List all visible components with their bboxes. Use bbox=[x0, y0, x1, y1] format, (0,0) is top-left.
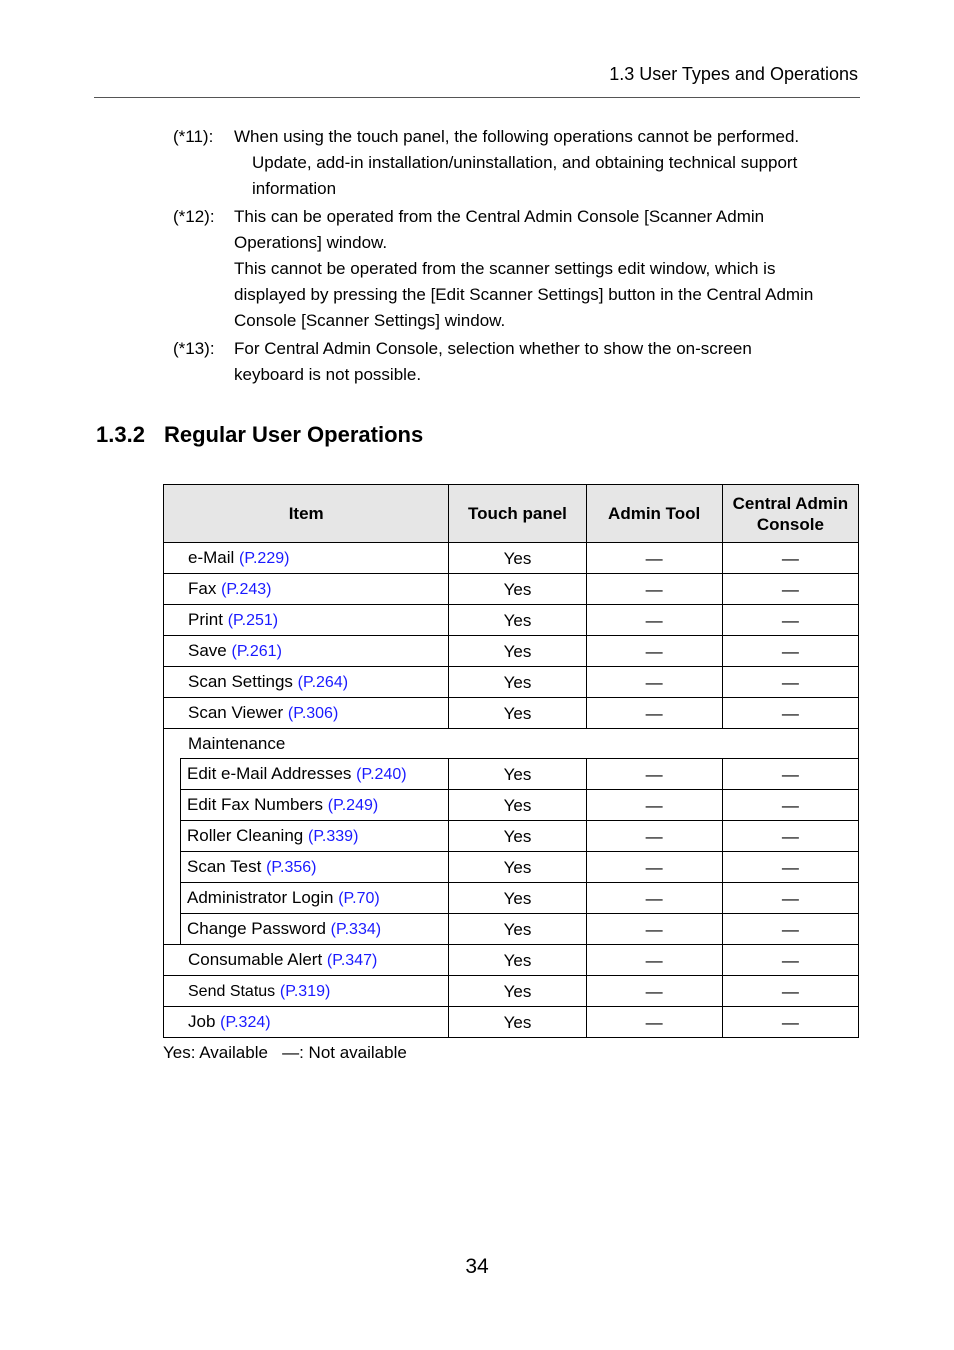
footnotes bbox=[173, 124, 853, 390]
touch-panel-cell: Yes bbox=[449, 945, 586, 976]
touch-panel-cell: Yes bbox=[449, 605, 586, 636]
touch-panel-cell: Yes bbox=[449, 883, 586, 914]
item-cell bbox=[164, 543, 449, 574]
table-row bbox=[164, 636, 859, 667]
admin-tool-cell: — bbox=[586, 574, 722, 605]
footnote-line: When using the touch panel, the following operations cannot be performed. bbox=[234, 127, 800, 146]
item-cell bbox=[181, 790, 449, 821]
item-cell bbox=[164, 574, 449, 605]
central-admin-cell: — bbox=[722, 976, 858, 1007]
footnote-line: This can be operated from the Central Admin Console [Scanner Admin bbox=[234, 207, 765, 226]
admin-tool-cell: — bbox=[586, 636, 722, 667]
touch-panel-cell: Yes bbox=[449, 636, 586, 667]
page-ref-link[interactable]: (P.324) bbox=[220, 1014, 271, 1032]
central-admin-cell: — bbox=[722, 790, 858, 821]
item-label: e-Mail bbox=[188, 548, 235, 567]
touch-panel-cell: Yes bbox=[449, 667, 586, 698]
footnote bbox=[173, 336, 853, 388]
item-label: Scan Test bbox=[187, 857, 262, 877]
page-ref-link[interactable]: (P.70) bbox=[338, 890, 380, 908]
footnote-line: information bbox=[252, 179, 337, 198]
item-cell bbox=[164, 667, 449, 698]
table-row bbox=[164, 945, 859, 976]
header-item: Item bbox=[164, 485, 449, 543]
touch-panel-cell: Yes bbox=[449, 698, 586, 729]
touch-panel-cell: Yes bbox=[449, 914, 586, 945]
item-cell bbox=[181, 821, 449, 852]
footnote bbox=[173, 124, 853, 202]
touch-panel-cell: Yes bbox=[449, 543, 586, 574]
admin-tool-cell: — bbox=[586, 605, 722, 636]
operations-table bbox=[163, 484, 859, 1038]
section-heading bbox=[96, 422, 423, 448]
central-admin-cell: — bbox=[722, 759, 858, 790]
item-cell bbox=[181, 852, 449, 883]
header-admin-tool: Admin Tool bbox=[586, 485, 722, 543]
legend: Yes: Available —: Not available bbox=[163, 1043, 407, 1062]
page-ref-link[interactable]: (P.356) bbox=[266, 859, 317, 877]
table-row bbox=[164, 759, 859, 790]
touch-panel-cell: Yes bbox=[449, 821, 586, 852]
central-admin-cell: — bbox=[722, 883, 858, 914]
header-central-admin-console: Central Admin Console bbox=[722, 485, 858, 543]
admin-tool-cell: — bbox=[586, 852, 722, 883]
item-label: Scan Viewer bbox=[188, 703, 284, 722]
central-admin-cell: — bbox=[722, 821, 858, 852]
item-label: Roller Cleaning bbox=[187, 826, 304, 846]
footnote-body bbox=[234, 336, 853, 388]
footnote-line: This cannot be operated from the scanner settings edit window, which is bbox=[234, 259, 776, 278]
indent-cell bbox=[164, 914, 181, 945]
page-ref-link[interactable]: (P.347) bbox=[326, 952, 378, 970]
item-cell bbox=[164, 945, 449, 976]
footnote-line: For Central Admin Console, selection whether to show the on-screen bbox=[234, 339, 752, 358]
touch-panel-cell: Yes bbox=[449, 852, 586, 883]
central-admin-cell: — bbox=[722, 852, 858, 883]
table-row bbox=[164, 883, 859, 914]
admin-tool-cell: — bbox=[586, 759, 722, 790]
item-cell bbox=[164, 605, 449, 636]
table-body bbox=[164, 543, 859, 1038]
table-row bbox=[164, 821, 859, 852]
item-cell bbox=[181, 883, 449, 914]
page-ref-link[interactable]: (P.240) bbox=[356, 766, 407, 784]
item-label: Send Status bbox=[188, 983, 276, 1001]
item-label: Scan Settings bbox=[188, 672, 293, 691]
central-admin-cell: — bbox=[722, 636, 858, 667]
admin-tool-cell: — bbox=[586, 790, 722, 821]
central-admin-cell: — bbox=[722, 605, 858, 636]
table-row bbox=[164, 976, 859, 1007]
central-admin-cell: — bbox=[722, 667, 858, 698]
footnote-body bbox=[234, 124, 853, 202]
item-cell bbox=[164, 636, 449, 667]
table-row bbox=[164, 852, 859, 883]
page-number: 34 bbox=[465, 1255, 489, 1278]
footnote-line: keyboard is not possible. bbox=[234, 365, 422, 384]
central-admin-cell: — bbox=[722, 945, 858, 976]
item-label: Administrator Login bbox=[187, 888, 334, 908]
admin-tool-cell: — bbox=[586, 667, 722, 698]
admin-tool-cell: — bbox=[586, 543, 722, 574]
footnote bbox=[173, 204, 853, 334]
admin-tool-cell: — bbox=[586, 821, 722, 852]
admin-tool-cell: — bbox=[586, 1007, 722, 1038]
section-title: Regular User Operations bbox=[164, 422, 424, 447]
item-label: Change Password bbox=[187, 919, 326, 939]
touch-panel-cell: Yes bbox=[449, 759, 586, 790]
item-label: Print bbox=[188, 610, 223, 629]
page-ref-link[interactable]: (P.249) bbox=[327, 797, 379, 815]
item-cell bbox=[181, 759, 449, 790]
table-row bbox=[164, 698, 859, 729]
indent-cell bbox=[164, 759, 181, 790]
touch-panel-cell: Yes bbox=[449, 574, 586, 605]
admin-tool-cell: — bbox=[586, 883, 722, 914]
central-admin-cell: — bbox=[722, 574, 858, 605]
indent-cell bbox=[164, 883, 181, 914]
page-ref-link[interactable]: (P.339) bbox=[307, 828, 359, 846]
table-header-row bbox=[164, 485, 859, 543]
item-cell bbox=[181, 914, 449, 945]
item-cell bbox=[164, 698, 449, 729]
table-row bbox=[164, 667, 859, 698]
item-label: Fax bbox=[188, 579, 217, 598]
item-label: Job bbox=[188, 1012, 216, 1032]
item-cell bbox=[164, 1007, 449, 1038]
table-row bbox=[164, 790, 859, 821]
page-ref-link[interactable]: (P.319) bbox=[279, 983, 331, 1001]
table-row-maintenance bbox=[164, 729, 859, 759]
item-label: Consumable Alert bbox=[188, 950, 323, 970]
admin-tool-cell: — bbox=[586, 914, 722, 945]
page-ref-link[interactable]: (P.334) bbox=[330, 921, 382, 939]
page-ref-link[interactable]: (P.229) bbox=[239, 550, 290, 567]
admin-tool-cell: — bbox=[586, 976, 722, 1007]
footnote-label: (*12): bbox=[173, 207, 215, 226]
item-label: Edit e-Mail Addresses bbox=[187, 764, 352, 784]
page-ref-link[interactable]: (P.243) bbox=[221, 581, 272, 598]
footnote-line: displayed by pressing the [Edit Scanner Settings] button in the Central Admin bbox=[234, 285, 814, 304]
page-ref-link[interactable]: (P.264) bbox=[297, 674, 349, 691]
central-admin-cell: — bbox=[722, 698, 858, 729]
item-label: Save bbox=[188, 641, 227, 660]
item-label: Edit Fax Numbers bbox=[187, 795, 324, 815]
admin-tool-cell: — bbox=[586, 945, 722, 976]
admin-tool-cell: — bbox=[586, 698, 722, 729]
touch-panel-cell: Yes bbox=[449, 976, 586, 1007]
footnote-line: Console [Scanner Settings] window. bbox=[234, 311, 506, 330]
running-header: 1.3 User Types and Operations bbox=[609, 64, 858, 84]
central-admin-cell: — bbox=[722, 1007, 858, 1038]
header-touch-panel: Touch panel bbox=[449, 485, 586, 543]
footnote-body bbox=[234, 204, 853, 334]
touch-panel-cell: Yes bbox=[449, 790, 586, 821]
table-row bbox=[164, 605, 859, 636]
header-rule bbox=[94, 97, 860, 98]
page-ref-link[interactable]: (P.261) bbox=[231, 643, 282, 660]
central-admin-cell: — bbox=[722, 543, 858, 574]
table-row bbox=[164, 574, 859, 605]
indent-cell bbox=[164, 852, 181, 883]
table-row bbox=[164, 1007, 859, 1038]
footnote-line: Operations] window. bbox=[234, 233, 388, 252]
indent-cell bbox=[164, 821, 181, 852]
touch-panel-cell: Yes bbox=[449, 1007, 586, 1038]
page-ref-link[interactable]: (P.306) bbox=[287, 705, 339, 722]
central-admin-cell: — bbox=[722, 914, 858, 945]
page-ref-link[interactable]: (P.251) bbox=[227, 612, 279, 629]
footnote-label: (*13): bbox=[173, 339, 215, 358]
footnote-label: (*11): bbox=[173, 127, 214, 146]
maintenance-group-label: Maintenance bbox=[164, 729, 859, 759]
section-number: 1.3.2 bbox=[96, 422, 145, 447]
table-row bbox=[164, 543, 859, 574]
footnote-line: Update, add-in installation/uninstallation, and obtaining technical support bbox=[252, 153, 798, 172]
indent-cell bbox=[164, 790, 181, 821]
item-cell bbox=[164, 976, 449, 1007]
table-row bbox=[164, 914, 859, 945]
